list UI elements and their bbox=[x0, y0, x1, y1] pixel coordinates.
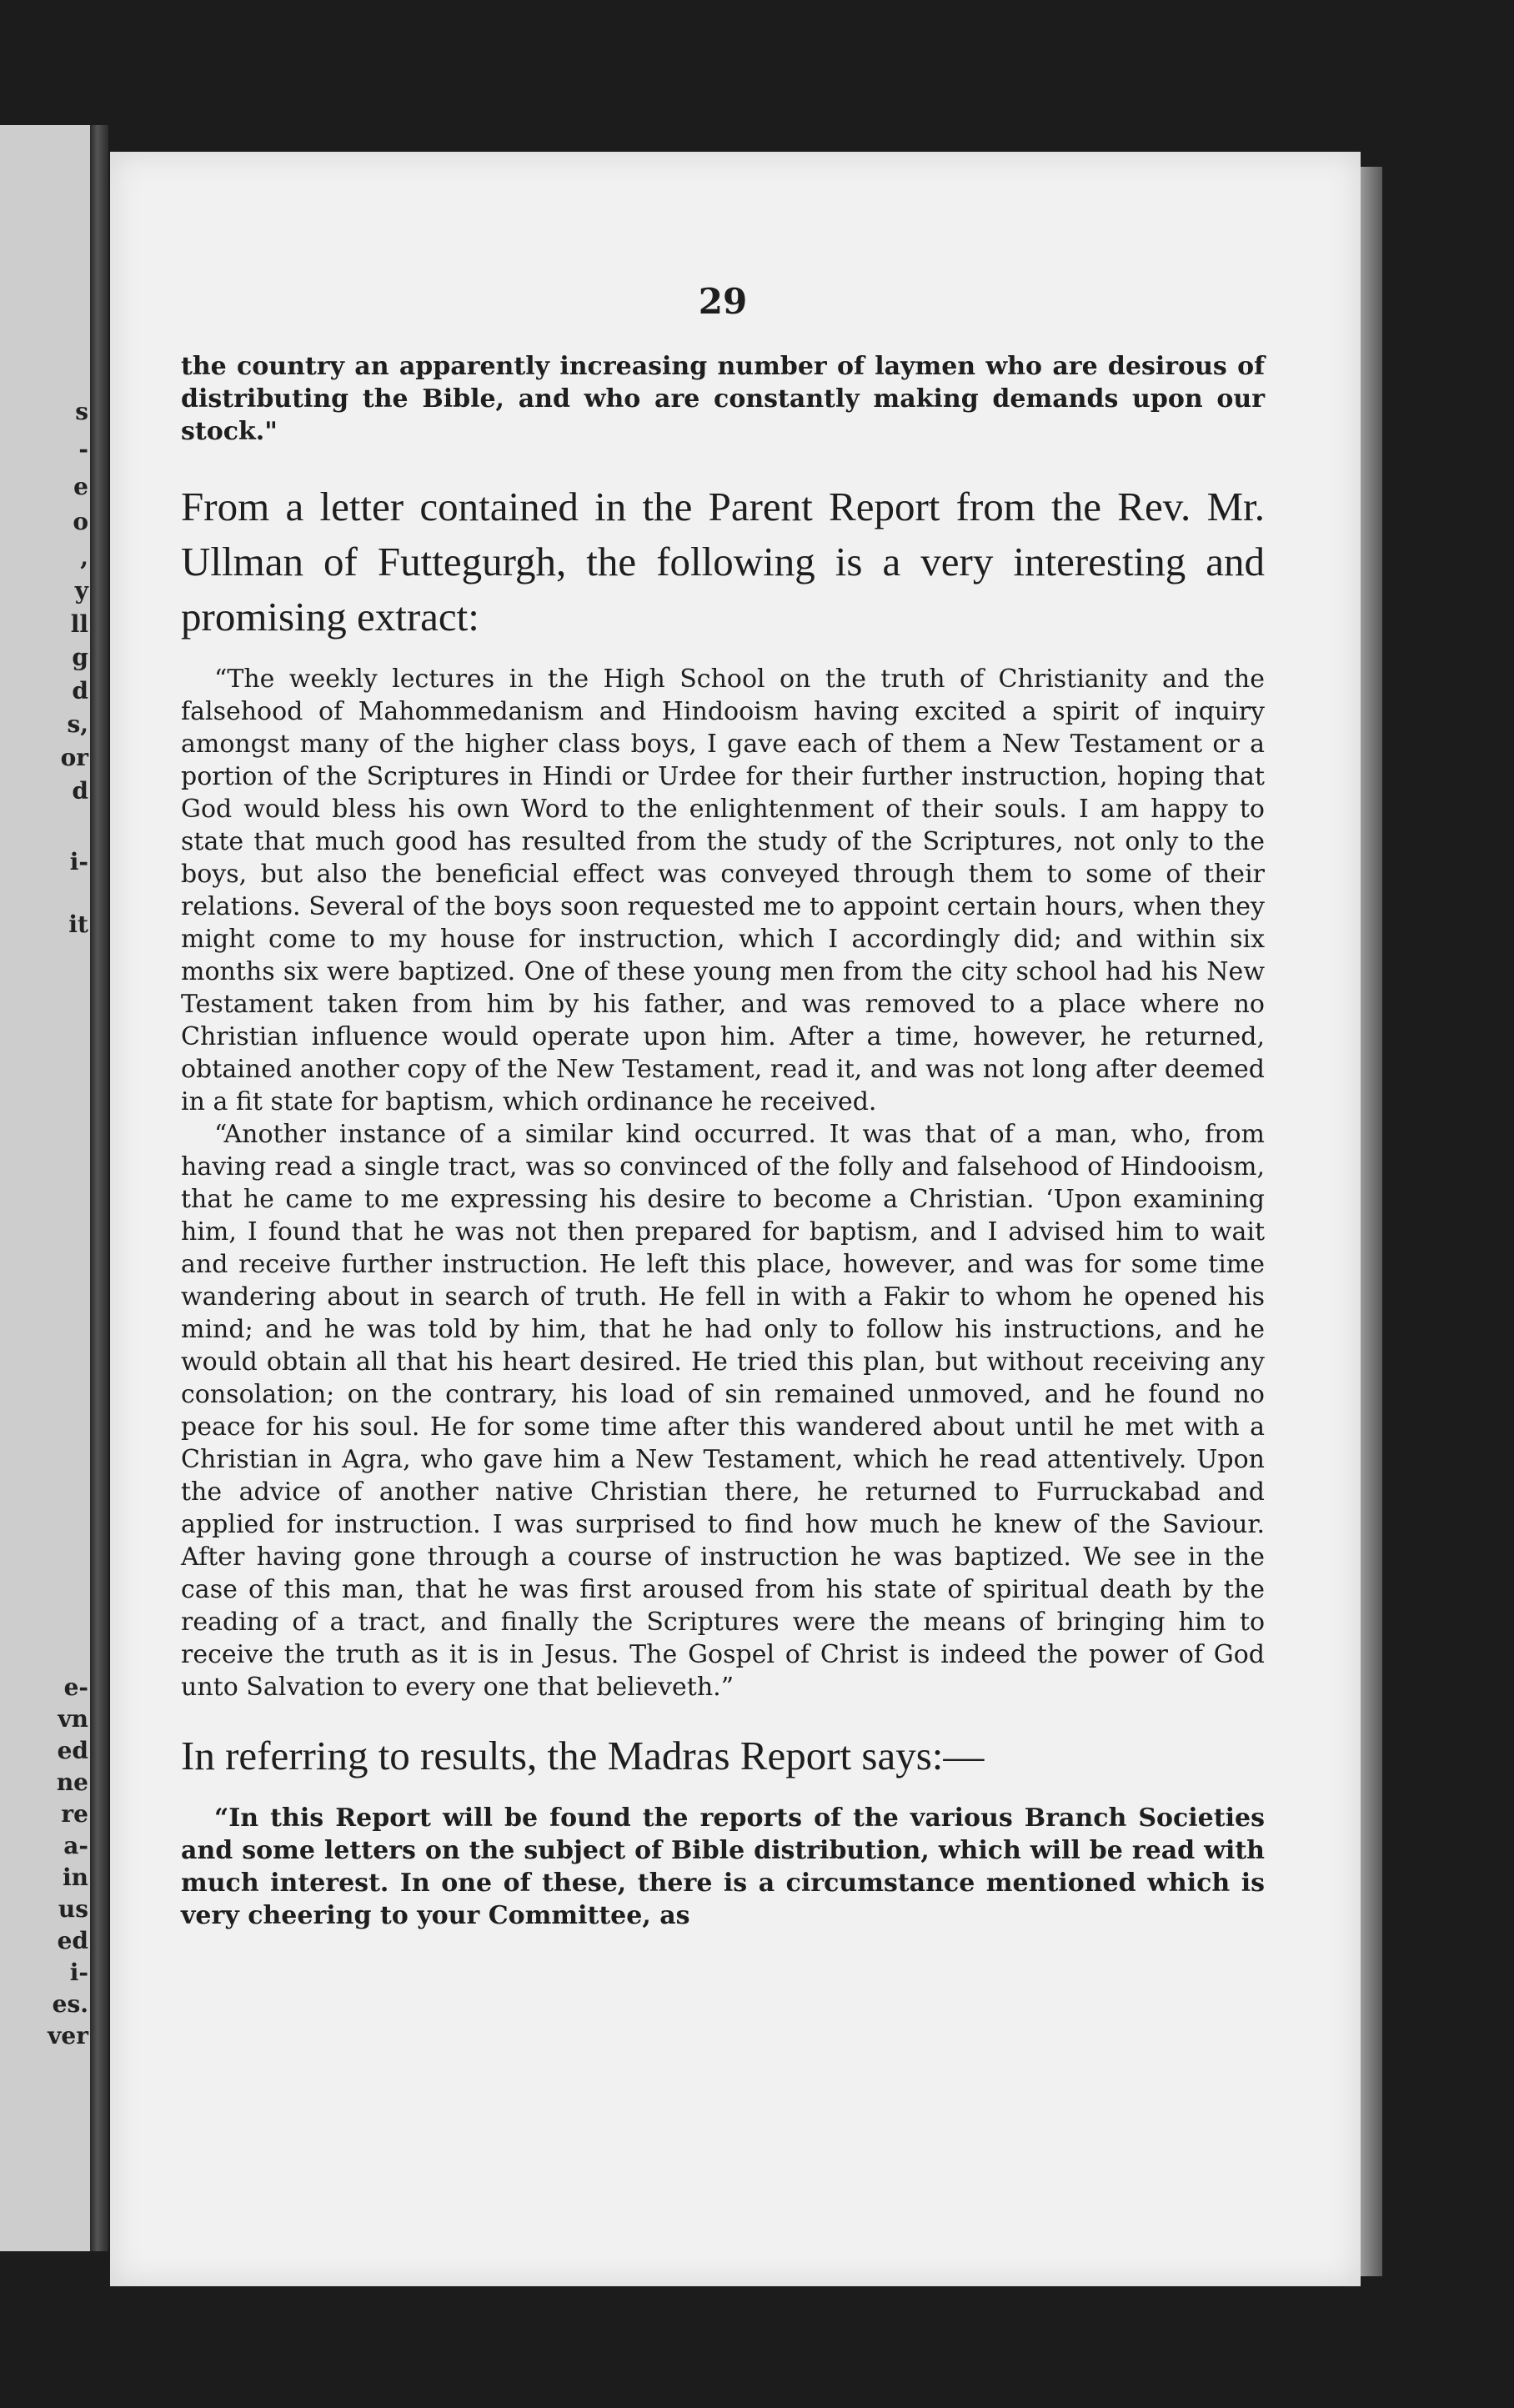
left-page-fragment: d bbox=[72, 777, 88, 805]
left-page-fragment: e bbox=[73, 473, 88, 500]
left-page-fragment: d bbox=[72, 677, 88, 705]
left-page-fragment: it bbox=[68, 911, 88, 938]
left-page-fragment: re bbox=[61, 1800, 88, 1828]
continuation-paragraph: the country an apparently increasing number of laymen who are desirous of distributing the Bible, and who are constantly making demands upon our stock." bbox=[181, 352, 1265, 446]
left-page-fragment: i- bbox=[69, 848, 88, 875]
book-gutter bbox=[90, 125, 108, 2251]
left-page-fragment: - bbox=[78, 435, 88, 463]
left-page-fragment: es. bbox=[52, 1990, 88, 2018]
page-edge-shadow bbox=[1361, 167, 1382, 2276]
left-page-fragment: g bbox=[72, 644, 88, 671]
quote-paragraph-madras: “In this Report will be found the reports of the various Branch Societies and some letters on the subject of Bible distribution, which will be read with much interest. In one of these, there is a circumstance mentioned which is very cheering to your Committee, as bbox=[181, 1803, 1265, 1930]
left-page-fragment: ed bbox=[57, 1927, 88, 1954]
section-heading-parent-report: From a letter contained in the Parent Report from the Rev. Mr. Ullman of Futtegurgh, the following is a very interesting and promising extract: bbox=[181, 484, 1265, 640]
quote-paragraph-ullman-1: “The weekly lectures in the High School on the truth of Christianity and the falsehood of Mahommedanism and Hindooism having excited a spirit of inquiry amongst many of the higher class boys, I gave each of them a New Testament or a portion of the Scriptures in Hindi or Urdee for their further instruction, hoping that God would bless his own Word to the enlightenment of their souls. I am happy to state that much good has resulted from the study of the Scriptures, not only to the boys, but also the beneficial effect was conveyed through them to some of their relations. Several of the boys soon requested me to appoint certain hours, when they might come to my house for instruction, which I accordingly did; and within six months six were baptized. One of these young men from the city school had his New Testament taken from him by his father, and was removed to a place where no Christian influence would operate upon him. After a time, however, he returned, obtained another copy of the New Testament, read it, and was not long after deemed in a fit state for baptism, which ordinance he received. bbox=[181, 665, 1265, 1116]
left-page-fragment: s, bbox=[67, 710, 88, 738]
left-page-fragment: e- bbox=[63, 1673, 88, 1701]
left-page-fragment: in bbox=[63, 1864, 88, 1891]
left-page-fragment: ver bbox=[48, 2022, 88, 2049]
left-page-fragment: vn bbox=[58, 1705, 88, 1733]
left-page-fragment: , bbox=[80, 544, 88, 571]
quote-paragraph-ullman-2: “Another instance of a similar kind occurred. It was that of a man, who, from having read a single tract, was so convinced of the folly and falsehood of Hindooism, that he came to me expressing his desire to become a Christian. ‘Upon examining him, I found that he was not then prepared for baptism, and I advised him to wait and receive further instruction. He left this place, however, and was for some time wandering about in search of truth. He fell in with a Fakir to whom he opened his mind; and he was told by him, that he had only to follow his instructions, and he would obtain all that his heart desired. He tried this plan, but without receiving any consolation; on the contrary, his load of sin remained unmoved, and he found no peace for his soul. He for some time after this wandered about until he met with a Christian in Agra, who gave him a New Testament, which he read attentively. Upon the advice of another native Christian there, he returned to Furruckabad and applied for instruction. I was surprised to find how much he knew of the Saviour. After having gone through a course of instruction he was baptized. We see in the case of this man, that he was first aroused from his state of spiritual death by the reading of a tract, and finally the Scriptures were the means of bringing him to receive the truth as it is in Jesus. The Gospel of Christ is indeed the power of God unto Salvation to every one that believeth.” bbox=[181, 1120, 1265, 1702]
left-page-fragment: a- bbox=[63, 1832, 88, 1859]
section-heading-madras-report: In referring to results, the Madras Report says:— bbox=[181, 1733, 985, 1778]
left-page-fragment: o bbox=[73, 508, 88, 535]
left-page-fragment: us bbox=[58, 1895, 88, 1923]
left-page-fragment: or bbox=[60, 744, 88, 771]
previous-page-edge bbox=[0, 125, 93, 2251]
left-page-fragment: ed bbox=[57, 1737, 88, 1764]
book-page bbox=[110, 152, 1361, 2286]
left-page-fragment: ne bbox=[56, 1768, 88, 1796]
left-page-fragment: ll bbox=[70, 610, 88, 638]
page-number: 29 bbox=[698, 281, 748, 322]
page-content bbox=[181, 281, 1265, 1932]
left-page-fragment: y bbox=[74, 577, 88, 605]
left-page-fragment: s bbox=[75, 398, 88, 425]
left-page-fragment: i- bbox=[69, 1959, 88, 1986]
